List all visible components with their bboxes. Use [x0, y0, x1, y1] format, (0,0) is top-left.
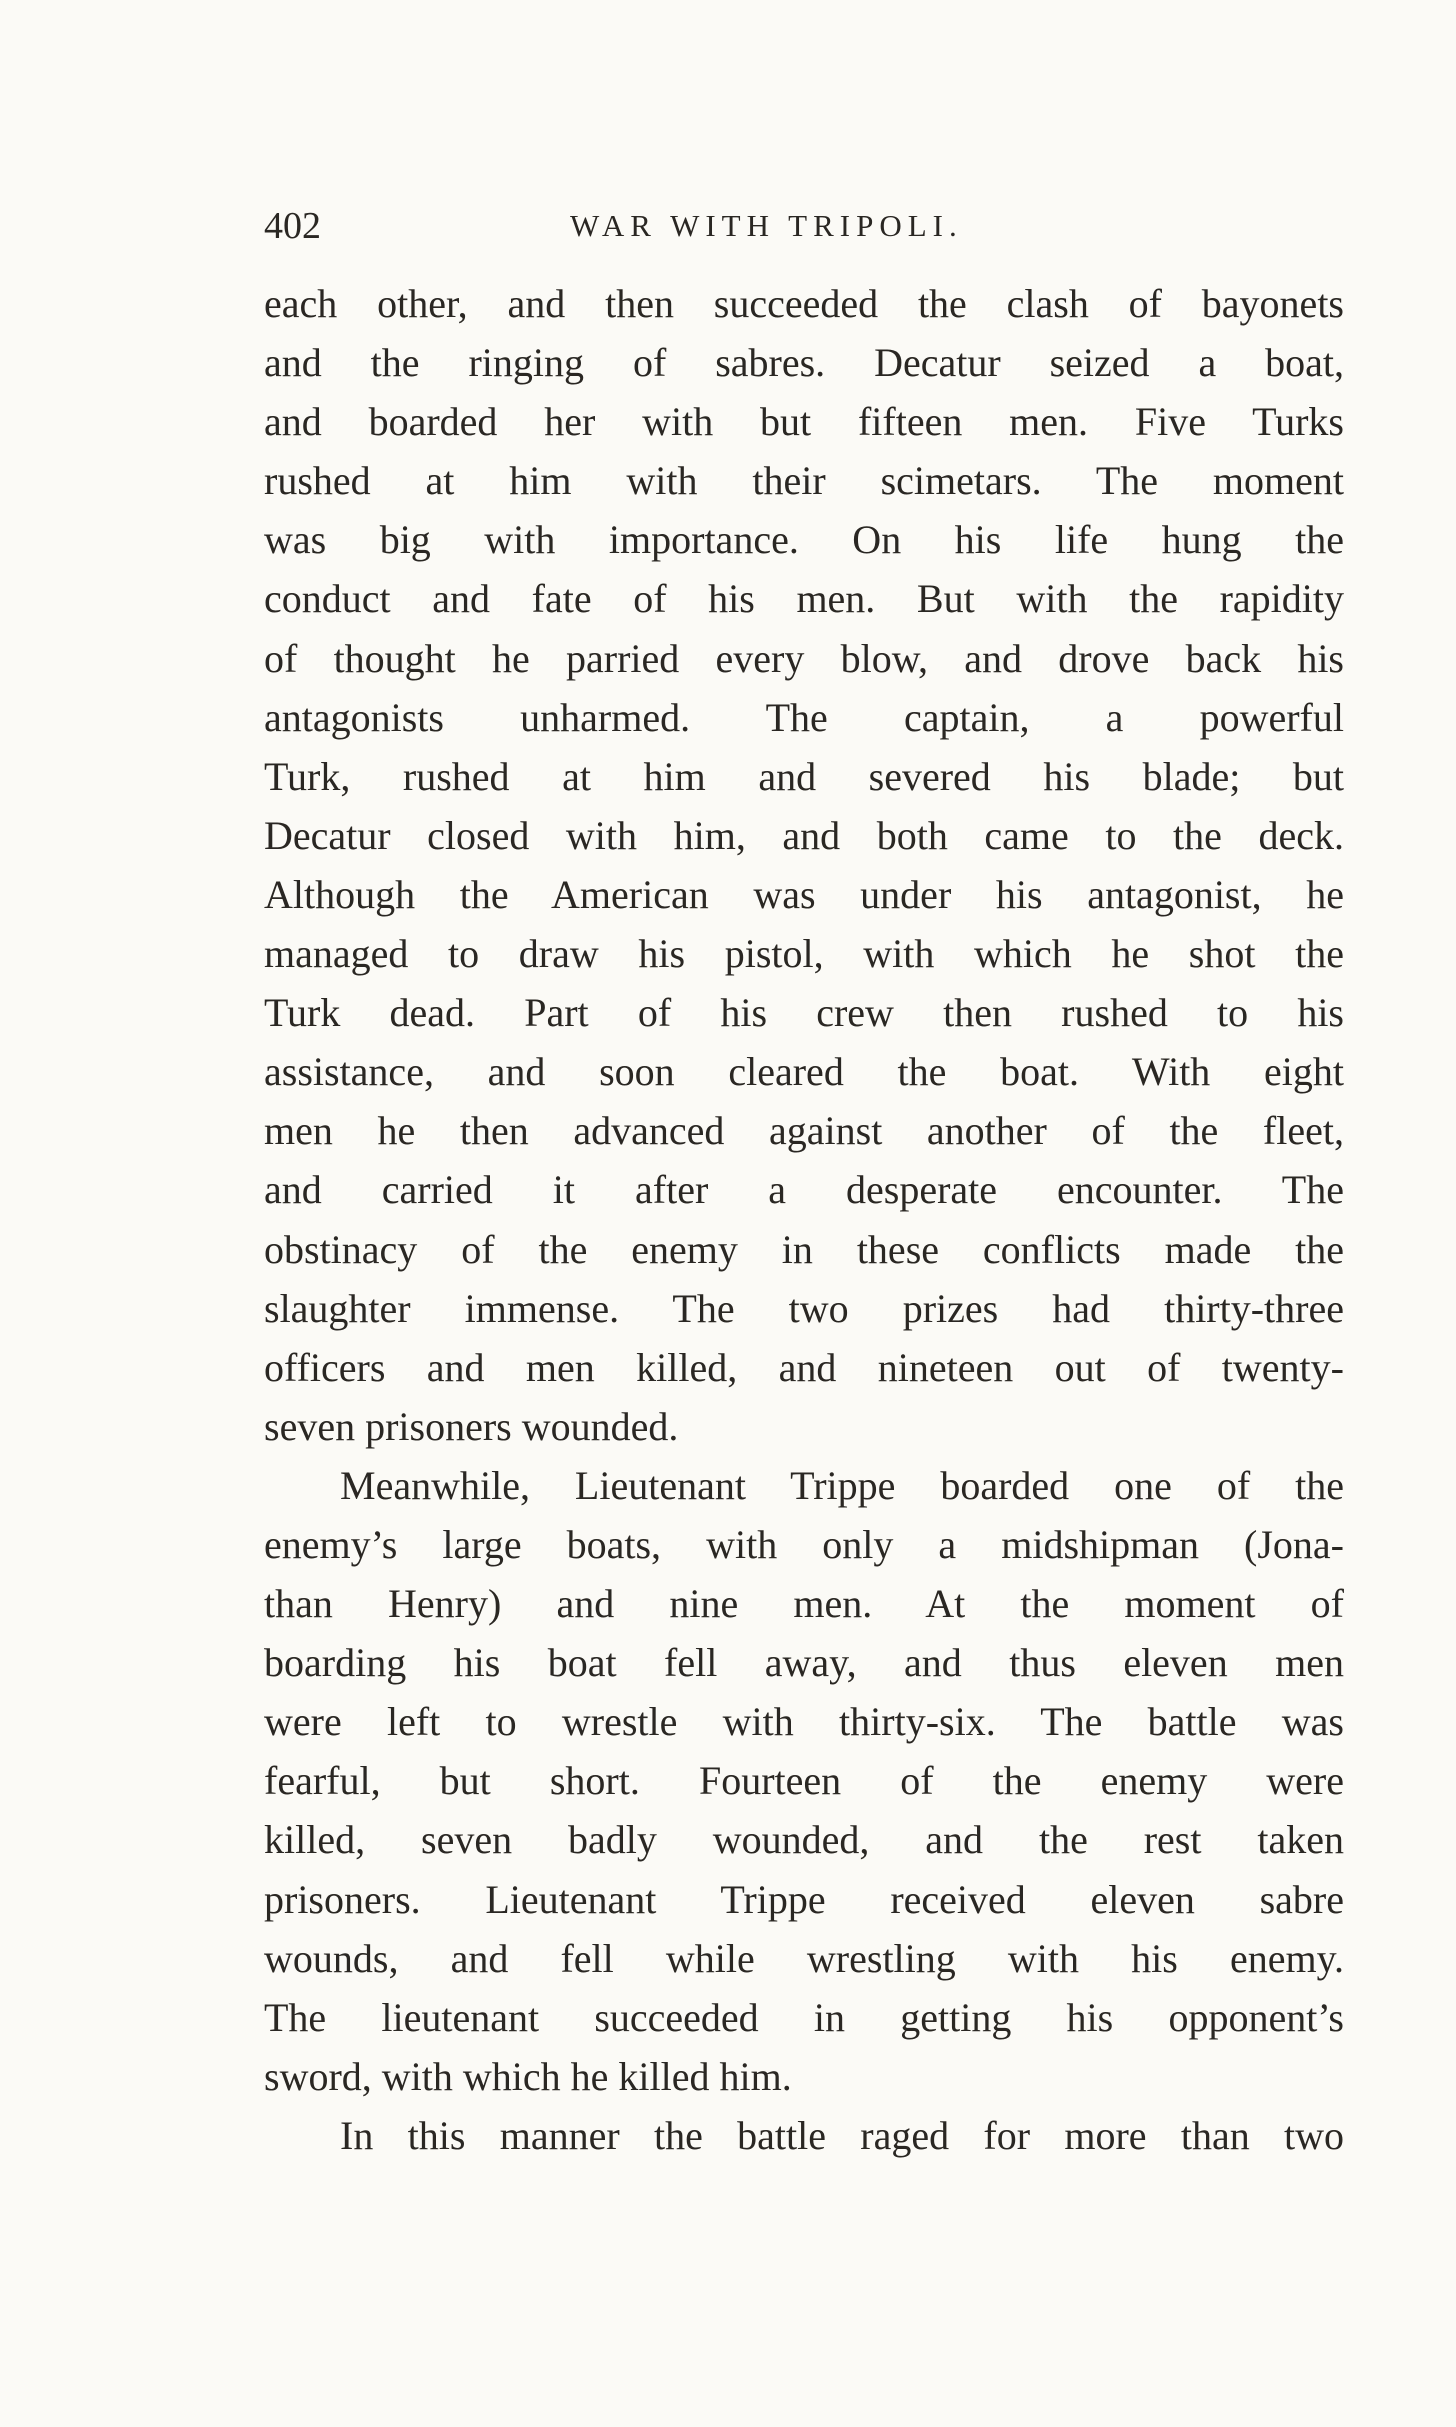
text-line: officers and men killed, and nineteen out of twenty- — [264, 1344, 1344, 1390]
text-line: assistance, and soon cleared the boat. With eight — [264, 1049, 1344, 1095]
text-line: sword, with which he killed him. — [264, 2053, 792, 2099]
text-line: prisoners. Lieutenant Trippe received eleven sabre — [264, 1876, 1344, 1922]
running-title: WAR WITH TRIPOLI. — [570, 208, 963, 243]
text-line: wounds, and fell while wrestling with his enemy. — [264, 1935, 1344, 1981]
text-line: conduct and fate of his men. But with the rapidity — [264, 576, 1344, 622]
text-line: Although the American was under his antagonist, he — [264, 871, 1344, 917]
text-line: and the ringing of sabres. Decatur seized a boat, — [264, 340, 1344, 386]
text-line: and boarded her with but fifteen men. Five Turks — [264, 399, 1344, 445]
text-line: obstinacy of the enemy in these conflicts made the — [264, 1226, 1344, 1272]
text-line: and carried it after a desperate encounter. The — [264, 1167, 1344, 1213]
page-number: 402 — [264, 205, 321, 247]
paragraph-start-line: In this manner the battle raged for more than two — [340, 2112, 1344, 2158]
text-line: Decatur closed with him, and both came to the deck. — [264, 812, 1344, 858]
text-line: Turk dead. Part of his crew then rushed to his — [264, 990, 1344, 1036]
running-head — [264, 196, 1344, 256]
text-line: were left to wrestle with thirty-six. The battle was — [264, 1699, 1344, 1745]
text-line: than Henry) and nine men. At the moment of — [264, 1581, 1344, 1627]
text-line: antagonists unharmed. The captain, a powerful — [264, 694, 1344, 740]
text-line: of thought he parried every blow, and drove back his — [264, 635, 1344, 681]
text-line: men he then advanced against another of the fleet, — [264, 1108, 1344, 1154]
text-line: boarding his boat fell away, and thus eleven men — [264, 1640, 1344, 1686]
text-line: fearful, but short. Fourteen of the enemy were — [264, 1758, 1344, 1804]
text-line: killed, seven badly wounded, and the rest taken — [264, 1817, 1344, 1863]
text-line: Turk, rushed at him and severed his blade; but — [264, 753, 1344, 799]
text-line: enemy’s large boats, with only a midshipman (Jona- — [264, 1521, 1344, 1567]
paragraph-start-line: Meanwhile, Lieutenant Trippe boarded one of the — [340, 1462, 1344, 1508]
text-line: was big with importance. On his life hung the — [264, 517, 1344, 563]
text-line: each other, and then succeeded the clash of bayonets — [264, 281, 1344, 326]
text-line: seven prisoners wounded. — [264, 1403, 679, 1449]
text-line: managed to draw his pistol, with which he shot the — [264, 931, 1344, 977]
text-line: slaughter immense. The two prizes had thirty-three — [264, 1285, 1344, 1331]
body-text — [264, 274, 1344, 2165]
text-line: rushed at him with their scimetars. The moment — [264, 458, 1344, 504]
text-line: The lieutenant succeeded in getting his opponent’s — [264, 1994, 1344, 2040]
